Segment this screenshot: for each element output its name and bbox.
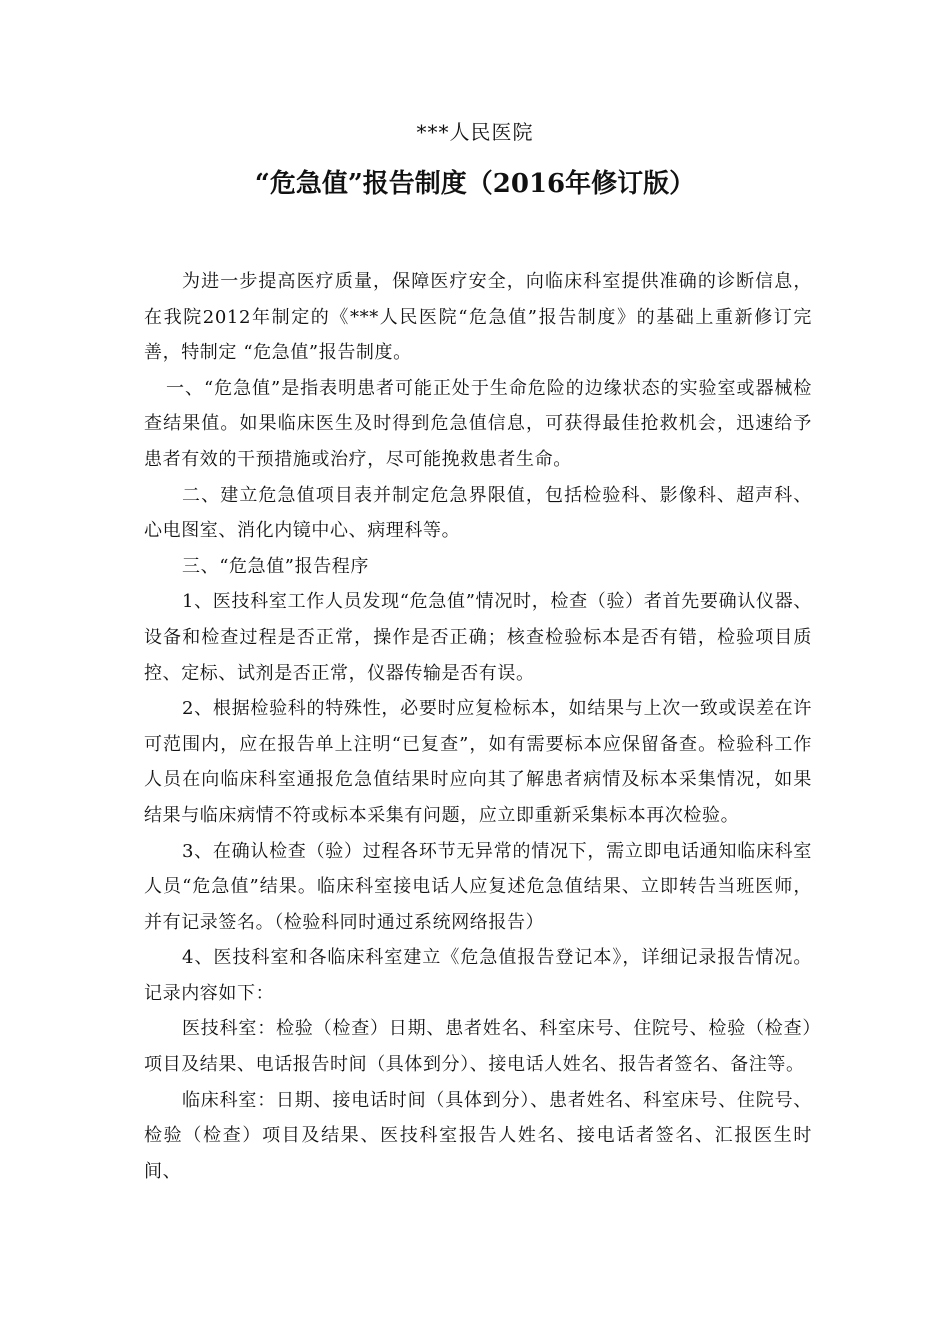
- medtech-record-paragraph: 医技科室：检验（检查）日期、患者姓名、科室床号、住院号、检验（检查）项目及结果、电话报告时间（具体到分）、接电话人姓名、报告者签名、备注等。: [144, 1018, 812, 1076]
- section-three-heading: 三、“危急值”报告程序: [182, 555, 370, 577]
- section-one-paragraph: 一、“危急值”是指表明患者可能正处于生命危险的边缘状态的实验室或器械检查结果值。如果临床医生及时得到危急值信息，可获得最佳抢救机会，迅速给予患者有效的干预措施或治疗，尽可能挽救患者生命。: [144, 377, 812, 470]
- procedure-step-2: 2、根据检验科的特殊性，必要时应复检标本，如结果与上次一致或误差在许可范围内，应在报告单上注明“已复查”，如有需要标本应保留备查。检验科工作人员在向临床科室通报危急值结果时应向其了解患者病情及标本采集情况，如果结果与临床病情不符或标本采集有问题，应立即重新采集标本再次检验。: [144, 698, 812, 826]
- document-body: [144, 264, 812, 1189]
- clinical-record-paragraph: 临床科室：日期、接电话时间（具体到分）、患者姓名、科室床号、住院号、检验（检查）项目及结果、医技科室报告人姓名、接电话者签名、汇报医生时间、: [144, 1089, 812, 1182]
- procedure-step-3: 3、在确认检查（验）过程各环节无异常的情况下，需立即电话通知临床科室人员“危急值”结果。临床科室接电话人应复述危急值结果、立即转告当班医师，并有记录签名。（检验科同时通过系统网络报告）: [144, 840, 812, 933]
- hospital-name: ***人民医院: [416, 120, 534, 144]
- section-two-paragraph: 二、建立危急值项目表并制定危急界限值，包括检验科、影像科、超声科、心电图室、消化内镜中心、病理科等。: [144, 484, 812, 542]
- intro-paragraph: 为进一步提高医疗质量，保障医疗安全，向临床科室提供准确的诊断信息，在我院2012年制定的《***人民医院“危急值”报告制度》的基础上重新修订完善，特制定 “危急值”报告制度。: [144, 271, 812, 364]
- document-title: “危急值”报告制度（2016年修订版）: [254, 169, 696, 199]
- procedure-step-1: 1、医技科室工作人员发现“危急值”情况时，检查（验）者首先要确认仪器、设备和检查过程是否正常，操作是否正确；核查检验标本是否有错，检验项目质控、定标、试剂是否正常，仪器传输是否有误。: [144, 591, 812, 684]
- procedure-step-4: 4、医技科室和各临床科室建立《危急值报告登记本》，详细记录报告情况。记录内容如下：: [144, 947, 812, 1004]
